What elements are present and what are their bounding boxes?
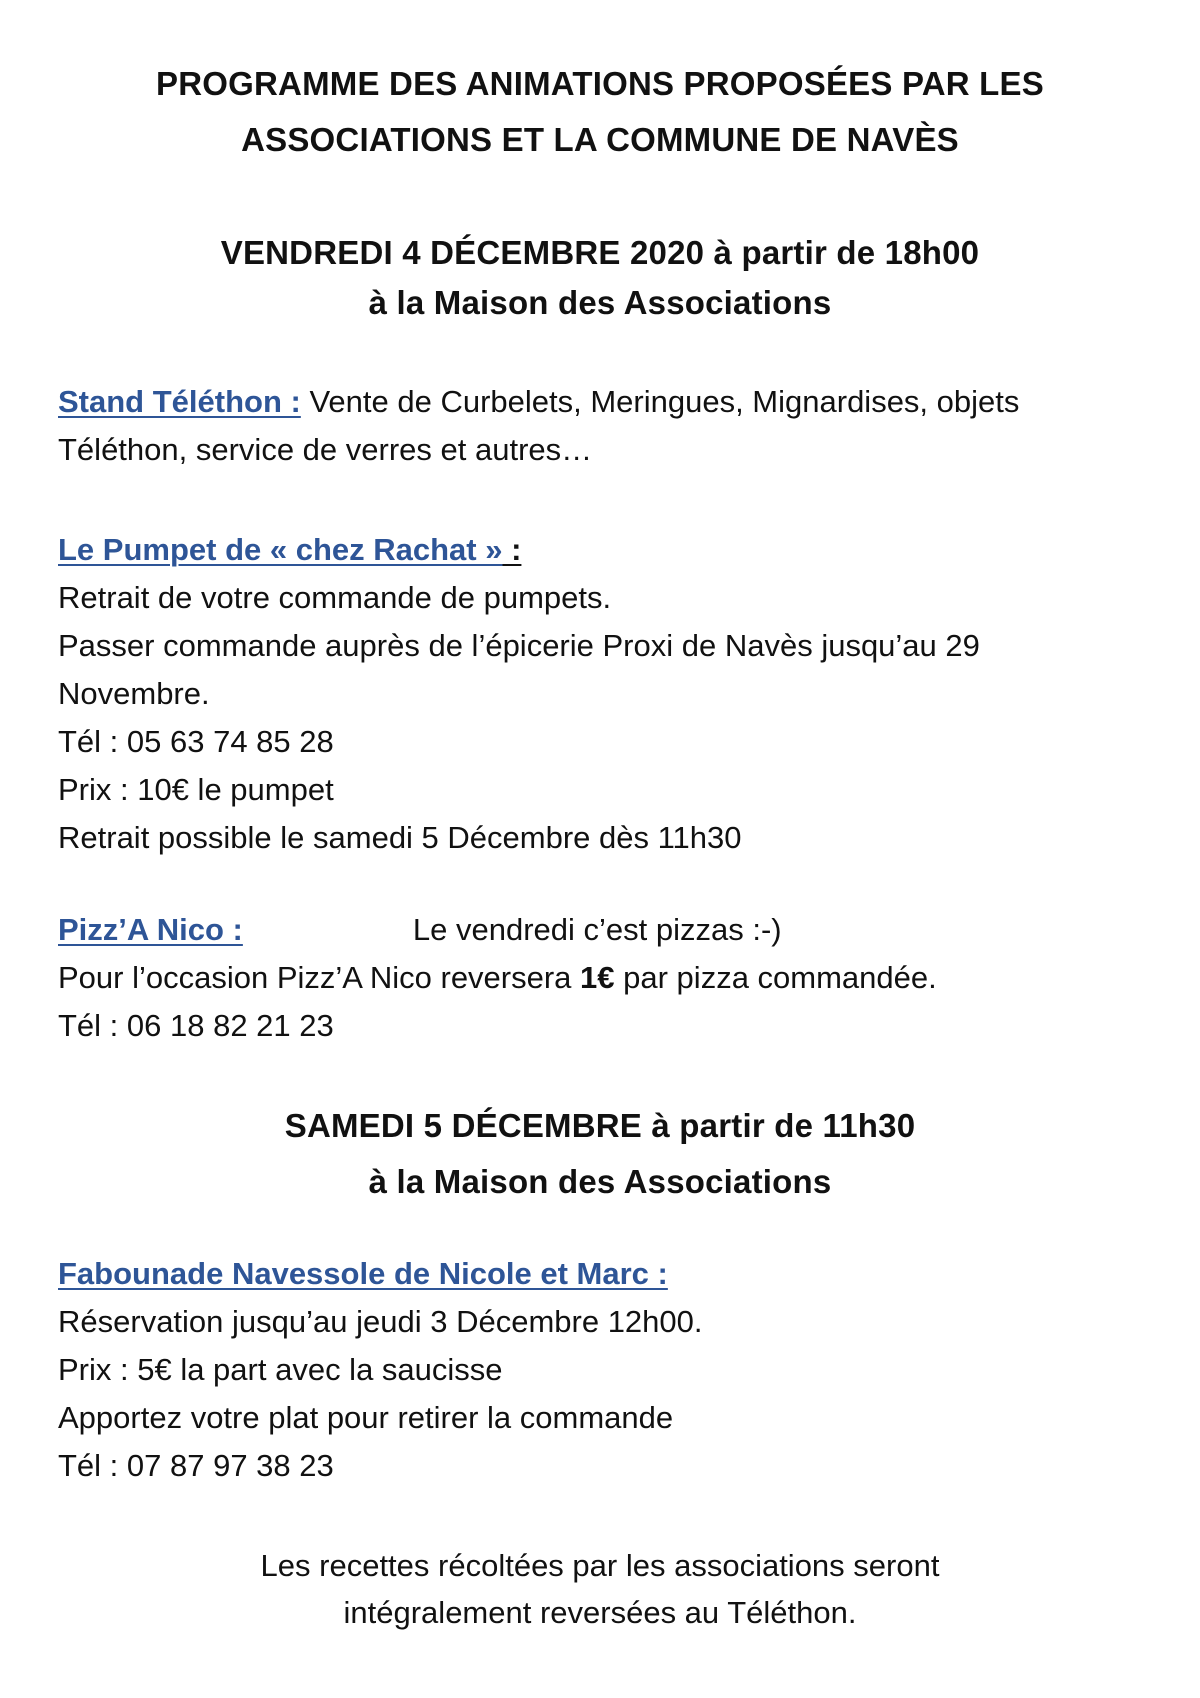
pumpet-line-2: Passer commande auprès de l’épicerie Proxi de Navès jusqu’au 29 [58,628,980,663]
pumpet-heading: Le Pumpet de « chez Rachat » [58,532,503,567]
document-title [0,56,1200,168]
saturday-date-line: SAMEDI 5 DÉCEMBRE à partir de 11h30 [284,1107,916,1144]
stand-telethon-section [58,378,1158,474]
pumpet-phone: Tél : 05 63 74 85 28 [58,724,334,759]
pizza-donation-before: Pour l’occasion Pizz’A Nico reversera [58,960,581,995]
friday-heading [0,228,1200,328]
fabounade-line-3: Apportez votre plat pour retirer la commande [58,1400,674,1435]
pizza-donation-line [58,954,1158,1002]
pumpet-heading-line [58,526,1158,574]
stand-text-1: Vente de Curbelets, Meringues, Mignardises, objets [300,384,1020,419]
pumpet-section [58,526,1158,862]
pumpet-line-1: Retrait de votre commande de pumpets. [58,580,612,615]
fabounade-line-1: Réservation jusqu’au jeudi 3 Décembre 12h00. [58,1304,703,1339]
pizza-tagline: Le vendredi c’est pizzas :-) [412,912,782,947]
friday-date-line: VENDREDI 4 DÉCEMBRE 2020 à partir de 18h00 [220,234,980,271]
footer-line-1: Les recettes récoltées par les associations seront [260,1548,940,1583]
title-line-2: ASSOCIATIONS ET LA COMMUNE DE NAVÈS [241,121,959,158]
pumpet-pickup: Retrait possible le samedi 5 Décembre dès 11h30 [58,820,742,855]
pumpet-heading-colon: : [502,532,522,567]
stand-heading: Stand Téléthon : [58,384,301,419]
pizza-donation-amount: 1€ [580,960,615,995]
fabounade-phone: Tél : 07 87 97 38 23 [58,1448,334,1483]
fabounade-price: Prix : 5€ la part avec la saucisse [58,1352,503,1387]
saturday-location-line: à la Maison des Associations [368,1163,832,1200]
pizza-donation-after: par pizza commandée. [614,960,937,995]
pizza-heading: Pizz’A Nico : [58,912,243,947]
pizza-phone: Tél : 06 18 82 21 23 [58,1008,334,1043]
friday-location-line: à la Maison des Associations [368,284,832,321]
fabounade-heading: Fabounade Navessole de Nicole et Marc : [58,1256,668,1291]
footer-line-2: intégralement reversées au Téléthon. [343,1595,857,1630]
stand-text-2: Téléthon, service de verres et autres… [58,432,593,467]
title-line-1: PROGRAMME DES ANIMATIONS PROPOSÉES PAR LES [156,65,1044,102]
saturday-heading [0,1098,1200,1210]
pumpet-line-3: Novembre. [58,676,210,711]
fabounade-heading-line [58,1250,1158,1298]
fabounade-section [58,1250,1158,1490]
pizza-section [58,906,1158,1050]
pumpet-price: Prix : 10€ le pumpet [58,772,334,807]
footer-note [0,1542,1200,1636]
pizza-heading-line [58,906,1158,954]
stand-line-1 [58,378,1158,426]
